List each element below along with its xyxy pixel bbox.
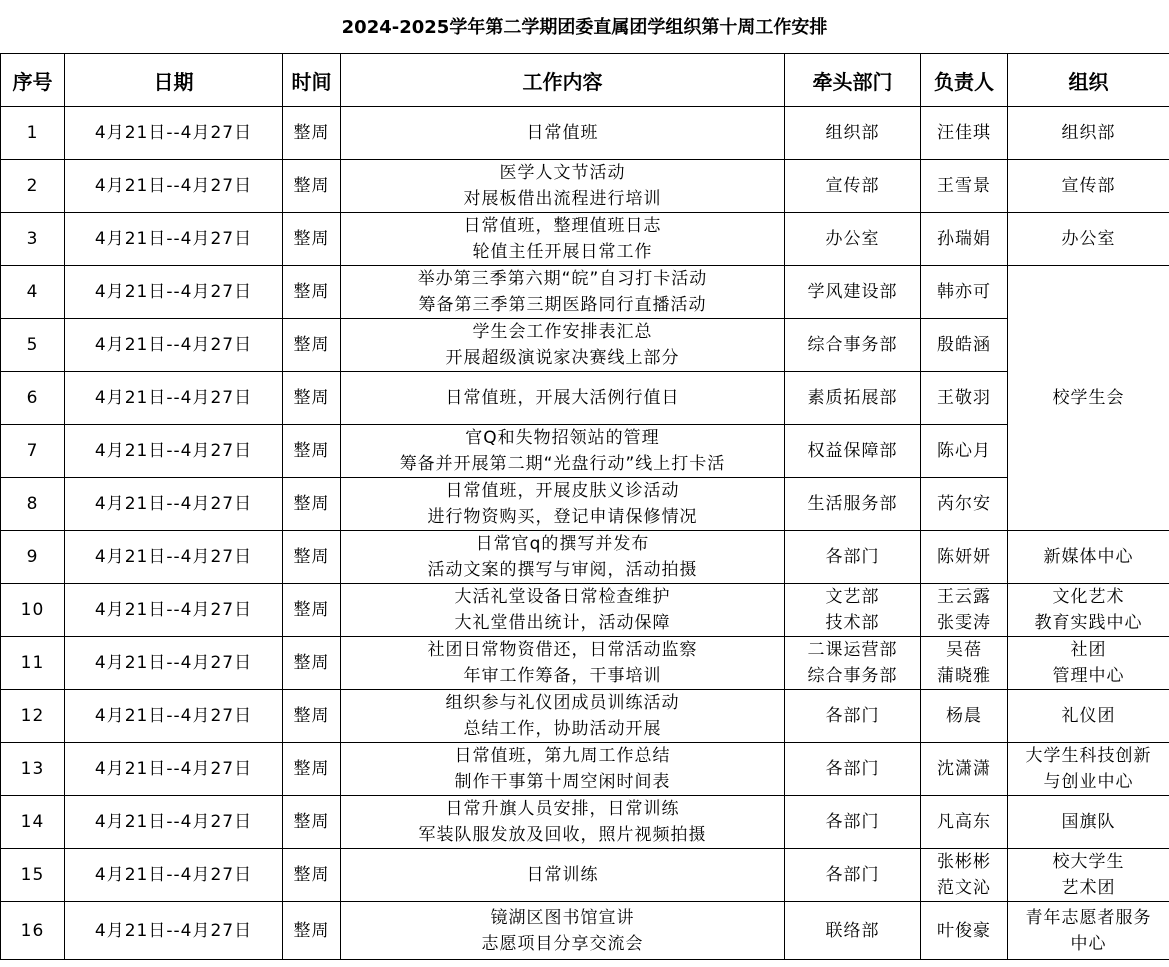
cell-dept (785, 478, 921, 531)
cell-no: 6 (1, 372, 65, 425)
cell-org-line: 礼仪团 (1061, 706, 1116, 726)
cell-dept (785, 213, 921, 266)
cell-org (1008, 637, 1169, 690)
cell-person (921, 743, 1008, 796)
cell-time: 整周 (283, 372, 341, 425)
cell-person-line: 张彬彬 (937, 852, 991, 872)
cell-dept-line: 技术部 (825, 613, 880, 633)
table-row (1, 213, 1169, 266)
cell-person-line: 张雯涛 (937, 613, 991, 633)
header-time: 时间 (283, 54, 341, 107)
cell-time: 整周 (283, 584, 341, 637)
cell-no: 15 (1, 849, 65, 902)
cell-person (921, 637, 1008, 690)
cell-no: 9 (1, 531, 65, 584)
cell-time: 整周 (283, 637, 341, 690)
cell-org-line: 管理中心 (1052, 666, 1125, 686)
cell-date: 4月21日--4月27日 (65, 160, 283, 213)
cell-person (921, 902, 1008, 960)
cell-no: 14 (1, 796, 65, 849)
cell-person (921, 690, 1008, 743)
cell-date: 4月21日--4月27日 (65, 266, 283, 319)
schedule-table (0, 53, 1169, 960)
cell-no: 3 (1, 213, 65, 266)
cell-content-line: 军装队服发放及回收，照片视频拍摄 (418, 825, 707, 845)
cell-dept-line: 二课运营部 (807, 640, 898, 660)
cell-org (1008, 690, 1169, 743)
cell-person-line: 王敬羽 (937, 388, 991, 408)
cell-dept (785, 902, 921, 960)
cell-content (341, 902, 785, 960)
cell-time: 整周 (283, 849, 341, 902)
table-row (1, 531, 1169, 584)
cell-no: 5 (1, 319, 65, 372)
cell-org (1008, 266, 1169, 531)
cell-org (1008, 107, 1169, 160)
cell-person (921, 213, 1008, 266)
cell-no: 1 (1, 107, 65, 160)
cell-content (341, 425, 785, 478)
cell-content-line: 筹备第三季第三期医路同行直播活动 (418, 295, 707, 315)
cell-time: 整周 (283, 425, 341, 478)
cell-org (1008, 531, 1169, 584)
cell-dept (785, 690, 921, 743)
cell-time: 整周 (283, 266, 341, 319)
cell-org-line: 教育实践中心 (1034, 613, 1143, 633)
cell-person (921, 107, 1008, 160)
cell-person-line: 王雪景 (937, 176, 991, 196)
cell-content (341, 849, 785, 902)
cell-dept-line: 宣传部 (825, 176, 880, 196)
table-row (1, 425, 1169, 478)
cell-content-line: 活动文案的撰写与审阅，活动拍摄 (427, 560, 698, 580)
cell-content (341, 213, 785, 266)
cell-dept (785, 372, 921, 425)
cell-content-line: 日常值班 (526, 123, 599, 143)
cell-date: 4月21日--4月27日 (65, 849, 283, 902)
cell-date: 4月21日--4月27日 (65, 690, 283, 743)
cell-content-line: 学生会工作安排表汇总 (472, 322, 653, 342)
cell-no: 7 (1, 425, 65, 478)
cell-dept-line: 综合事务部 (807, 335, 898, 355)
table-row (1, 160, 1169, 213)
cell-person (921, 531, 1008, 584)
cell-date: 4月21日--4月27日 (65, 372, 283, 425)
cell-no: 4 (1, 266, 65, 319)
cell-org-line: 大学生科技创新 (1025, 746, 1152, 766)
cell-content-line: 筹备并开展第二期“光盘行动”线上打卡活 (399, 454, 726, 474)
cell-person-line: 叶俊豪 (937, 920, 991, 941)
header-person: 负责人 (921, 54, 1008, 107)
table-row (1, 584, 1169, 637)
header-date: 日期 (65, 54, 283, 107)
cell-dept-line: 文艺部 (825, 587, 880, 607)
cell-person-line: 韩亦可 (937, 282, 991, 302)
cell-org-line: 新媒体中心 (1043, 547, 1134, 567)
table-row (1, 319, 1169, 372)
cell-no: 16 (1, 902, 65, 960)
cell-date: 4月21日--4月27日 (65, 743, 283, 796)
cell-dept-line: 各部门 (825, 547, 880, 567)
cell-dept (785, 796, 921, 849)
cell-person (921, 319, 1008, 372)
cell-person-line: 吴蓓 (946, 640, 982, 660)
cell-org-line: 社团 (1070, 640, 1107, 660)
cell-content-line: 医学人文节活动 (499, 163, 626, 183)
cell-content (341, 796, 785, 849)
cell-no: 12 (1, 690, 65, 743)
cell-content-line: 组织参与礼仪团成员训练活动 (445, 693, 680, 713)
cell-dept-line: 联络部 (825, 920, 880, 941)
cell-dept (785, 425, 921, 478)
cell-content (341, 319, 785, 372)
cell-content (341, 266, 785, 319)
cell-date: 4月21日--4月27日 (65, 637, 283, 690)
cell-org-line: 校大学生 (1052, 852, 1125, 872)
cell-org-line: 中心 (1070, 933, 1107, 954)
cell-person (921, 796, 1008, 849)
cell-dept-line: 素质拓展部 (807, 388, 898, 408)
cell-org (1008, 849, 1169, 902)
cell-content-line: 日常训练 (526, 865, 599, 885)
cell-org-line: 文化艺术 (1052, 587, 1125, 607)
cell-org (1008, 584, 1169, 637)
header-no: 序号 (1, 54, 65, 107)
cell-org-line: 组织部 (1061, 123, 1116, 143)
cell-dept (785, 160, 921, 213)
cell-content (341, 478, 785, 531)
cell-person-line: 殷皓涵 (937, 335, 991, 355)
cell-content-line: 大礼堂借出统计，活动保障 (454, 613, 671, 633)
cell-date: 4月21日--4月27日 (65, 531, 283, 584)
cell-org-line: 国旗队 (1061, 812, 1116, 832)
cell-org (1008, 213, 1169, 266)
cell-no: 10 (1, 584, 65, 637)
cell-person-line: 芮尔安 (937, 494, 991, 514)
header-dept: 牵头部门 (785, 54, 921, 107)
header-org: 组织 (1008, 54, 1169, 107)
cell-person-line: 沈潇潇 (937, 759, 991, 779)
cell-time: 整周 (283, 319, 341, 372)
cell-content-line: 日常值班，开展大活例行值日 (445, 388, 680, 408)
cell-person-line: 凡高东 (937, 812, 991, 832)
cell-no: 13 (1, 743, 65, 796)
cell-content (341, 372, 785, 425)
cell-org (1008, 743, 1169, 796)
cell-org-line: 校学生会 (1052, 388, 1125, 408)
cell-content (341, 743, 785, 796)
cell-person (921, 425, 1008, 478)
cell-date: 4月21日--4月27日 (65, 796, 283, 849)
cell-person-line: 汪佳琪 (937, 123, 991, 143)
cell-no: 2 (1, 160, 65, 213)
cell-person-line: 范文沁 (937, 878, 991, 898)
cell-org-line: 宣传部 (1061, 176, 1116, 196)
cell-dept (785, 319, 921, 372)
cell-dept (785, 849, 921, 902)
cell-person (921, 478, 1008, 531)
cell-content-line: 志愿项目分享交流会 (481, 933, 644, 954)
cell-person-line: 王云露 (937, 587, 991, 607)
cell-person-line: 陈妍妍 (937, 547, 991, 567)
cell-content-line: 轮值主任开展日常工作 (472, 242, 653, 262)
cell-dept-line: 生活服务部 (807, 494, 898, 514)
cell-content-line: 日常值班，第九周工作总结 (454, 746, 671, 766)
table-row (1, 690, 1169, 743)
cell-person (921, 849, 1008, 902)
table-row (1, 637, 1169, 690)
table-row (1, 743, 1169, 796)
cell-person-line: 杨晨 (946, 706, 982, 726)
cell-time: 整周 (283, 213, 341, 266)
cell-content-line: 社团日常物资借还，日常活动监察 (427, 640, 698, 660)
cell-dept (785, 107, 921, 160)
cell-date: 4月21日--4月27日 (65, 425, 283, 478)
header-content: 工作内容 (341, 54, 785, 107)
cell-person (921, 372, 1008, 425)
cell-dept-line: 各部门 (825, 706, 880, 726)
cell-content (341, 690, 785, 743)
cell-content-line: 举办第三季第六期“皖”自习打卡活动 (417, 269, 708, 289)
cell-dept-line: 综合事务部 (807, 666, 898, 686)
cell-content (341, 584, 785, 637)
header-row (1, 54, 1169, 107)
cell-content-line: 总结工作，协助活动开展 (463, 719, 662, 739)
cell-content-line: 官Q和失物招领站的管理 (465, 428, 660, 448)
cell-person (921, 266, 1008, 319)
table-row (1, 849, 1169, 902)
cell-dept-line: 各部门 (825, 812, 880, 832)
cell-dept-line: 各部门 (825, 865, 880, 885)
table-row (1, 902, 1169, 960)
cell-time: 整周 (283, 107, 341, 160)
cell-content-line: 大活礼堂设备日常检查维护 (454, 587, 671, 607)
cell-content-line: 开展超级演说家决赛线上部分 (445, 348, 680, 368)
cell-date: 4月21日--4月27日 (65, 902, 283, 960)
cell-time: 整周 (283, 743, 341, 796)
cell-person-line: 陈心月 (937, 441, 991, 461)
cell-dept (785, 531, 921, 584)
cell-time: 整周 (283, 902, 341, 960)
table-row (1, 266, 1169, 319)
cell-org-line: 办公室 (1061, 229, 1116, 249)
cell-org (1008, 160, 1169, 213)
table-row (1, 796, 1169, 849)
cell-date: 4月21日--4月27日 (65, 584, 283, 637)
cell-person (921, 584, 1008, 637)
cell-dept-line: 权益保障部 (807, 441, 898, 461)
cell-content-line: 日常值班，开展皮肤义诊活动 (445, 481, 680, 501)
table-row (1, 107, 1169, 160)
cell-content-line: 年审工作筹备，干事培训 (463, 666, 662, 686)
cell-date: 4月21日--4月27日 (65, 478, 283, 531)
cell-time: 整周 (283, 531, 341, 584)
cell-no: 11 (1, 637, 65, 690)
cell-content (341, 107, 785, 160)
cell-time: 整周 (283, 690, 341, 743)
cell-date: 4月21日--4月27日 (65, 107, 283, 160)
cell-org (1008, 796, 1169, 849)
cell-no: 8 (1, 478, 65, 531)
cell-content-line: 进行物资购买，登记申请保修情况 (427, 507, 698, 527)
cell-content-line: 对展板借出流程进行培训 (463, 189, 662, 209)
page-title: 2024-2025学年第二学期团委直属团学组织第十周工作安排 (341, 17, 828, 38)
cell-dept-line: 学风建设部 (807, 282, 898, 302)
cell-date: 4月21日--4月27日 (65, 213, 283, 266)
cell-person-line: 孙瑞娟 (937, 229, 991, 249)
cell-content-line: 日常升旗人员安排，日常训练 (445, 799, 680, 819)
cell-dept (785, 637, 921, 690)
cell-time: 整周 (283, 160, 341, 213)
table-row (1, 478, 1169, 531)
cell-time: 整周 (283, 478, 341, 531)
cell-org-line: 与创业中心 (1043, 772, 1134, 792)
cell-dept (785, 584, 921, 637)
cell-content (341, 637, 785, 690)
cell-org-line: 艺术团 (1061, 878, 1116, 898)
cell-person-line: 蒲晓雅 (937, 666, 991, 686)
cell-dept (785, 266, 921, 319)
cell-person (921, 160, 1008, 213)
cell-content (341, 531, 785, 584)
table-row (1, 372, 1169, 425)
cell-dept-line: 各部门 (825, 759, 880, 779)
cell-date: 4月21日--4月27日 (65, 319, 283, 372)
cell-time: 整周 (283, 796, 341, 849)
cell-dept-line: 组织部 (825, 123, 880, 143)
cell-org (1008, 902, 1169, 960)
cell-content-line: 制作干事第十周空闲时间表 (454, 772, 671, 792)
cell-dept-line: 办公室 (825, 229, 880, 249)
cell-content-line: 镜湖区图书馆宣讲 (490, 907, 635, 928)
cell-content-line: 日常值班，整理值班日志 (463, 216, 662, 236)
cell-org-line: 青年志愿者服务 (1025, 907, 1152, 928)
cell-content (341, 160, 785, 213)
cell-dept (785, 743, 921, 796)
cell-content-line: 日常官q的撰写并发布 (475, 534, 650, 554)
